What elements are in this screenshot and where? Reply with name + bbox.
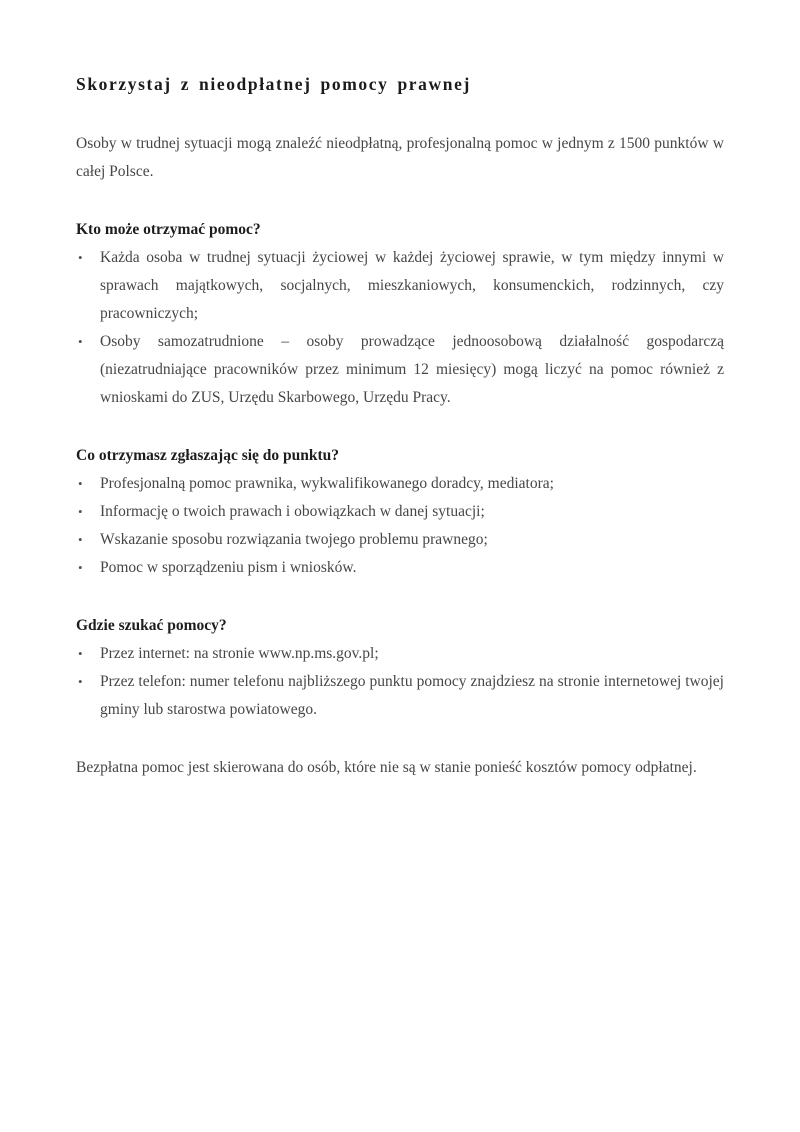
closing-paragraph: Bezpłatna pomoc jest skierowana do osób, które nie są w stanie ponieść kosztów pomocy odpłatnej. — [76, 759, 697, 776]
list-item: • Przez telefon: numer telefonu najbliższego punktu pomocy znajdziesz na stronie internetowej twojej gminy lub starostwa powiatowego. — [76, 668, 724, 724]
list-item: • Pomoc w sporządzeniu pism i wniosków. — [76, 554, 724, 582]
bullet-list-who-can-get-help — [76, 244, 724, 412]
list-item: • Profesjonalną pomoc prawnika, wykwalifikowanego doradcy, mediatora; — [76, 470, 724, 498]
page-title: Skorzystaj z nieodpłatnej pomocy prawnej — [76, 74, 471, 94]
section-who-can-get-help — [76, 216, 724, 412]
list-item: • Wskazanie sposobu rozwiązania twojego problemu prawnego; — [76, 526, 724, 554]
section-heading-what-you-get: Co otrzymasz zgłaszając się do punktu? — [76, 447, 340, 464]
section-heading-where-to-find-help: Gdzie szukać pomocy? — [76, 617, 227, 634]
section-heading-who-can-get-help: Kto może otrzymać pomoc? — [76, 221, 261, 238]
bullet-list-what-you-get — [76, 470, 724, 582]
section-where-to-find-help — [76, 612, 724, 724]
list-item: • Przez internet: na stronie www.np.ms.gov.pl; — [76, 640, 724, 668]
section-what-you-get — [76, 442, 724, 582]
intro-paragraph: Osoby w trudnej sytuacji mogą znaleźć nieodpłatną, profesjonalną pomoc w jednym z 1500 punktów w całej Polsce. — [76, 135, 724, 180]
list-item: • Informację o twoich prawach i obowiązkach w danej sytuacji; — [76, 498, 724, 526]
list-item: • Osoby samozatrudnione – osoby prowadzące jednoosobową działalność gospodarczą (niezatrudniające pracowników przez minimum 12 miesięcy) mogą liczyć na pomoc również z wnioskami do ZUS, Urzędu Skarbowego, Urzędu Pracy. — [76, 328, 724, 412]
bullet-list-where-to-find-help — [76, 640, 724, 724]
list-item: • Każda osoba w trudnej sytuacji życiowej w każdej życiowej sprawie, w tym między innymi w sprawach majątkowych, socjalnych, mieszkaniowych, konsumenckich, rodzinnych, czy pracowniczych; — [76, 244, 724, 328]
